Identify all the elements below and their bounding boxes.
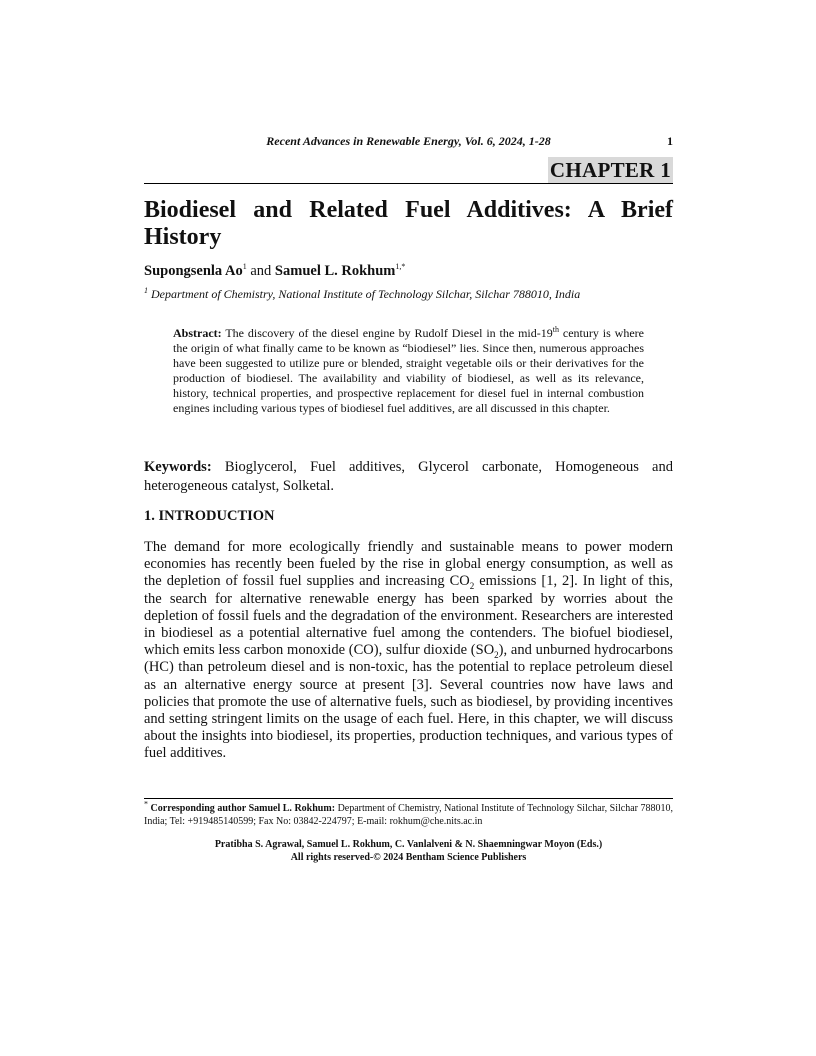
affiliation-marker: 1 xyxy=(144,286,148,295)
paragraph-text-1: The demand for more ecologically friendly and sustainable means to power modern economies has recently been fueled by the rise in global energy consumption, as well as the depletion of fossil fuel supplies and increasing CO xyxy=(144,539,673,590)
abstract xyxy=(173,326,644,416)
author-1: Supongsenla Ao xyxy=(144,263,243,279)
footnote-marker: * xyxy=(144,799,148,809)
chapter-label: CHAPTER 1 xyxy=(549,158,671,182)
chapter-title: Biodiesel and Related Fuel Additives: A Brief History xyxy=(144,197,673,250)
running-head: Recent Advances in Renewable Energy, Vol. 6, 2024, 1-28 xyxy=(266,134,551,148)
section-heading: 1. INTRODUCTION xyxy=(144,508,275,524)
document-page xyxy=(144,0,673,1056)
rights-line: All rights reserved-© 2024 Bentham Science Publishers xyxy=(290,852,527,863)
abstract-text-2: century is where the origin of what finally came to be known as “biodiesel” lies. Since then, numerous approaches have been suggested to utilize pure or blended, straight vegetable oils or their derivatives for the production of biodiesel. The availability and viability of biodiesel, as well as its relevance, history, technical properties, and prospective replacement for diesel fuel in internal combustion engines including various types of biodiesel fuel additives, are all discussed in this chapter. xyxy=(173,326,644,415)
abstract-label: Abstract: xyxy=(173,326,222,340)
author-2-affiliation-mark: 1,* xyxy=(395,262,406,272)
paragraph-text-2: emissions [1, 2]. In light of this, the search for alternative renewable energy has been sparked by worries about the depletion of fossil fuels and the degradation of the environment. Researchers are interested in biodiesel as a potential alternative fuel among the contenders. The biofuel biodiesel, which emits less carbon monoxide (CO), sulfur dioxide (SO xyxy=(144,573,673,659)
abstract-superscript: th xyxy=(552,325,559,334)
editors-line: Pratibha S. Agrawal, Samuel L. Rokhum, C. Vanlalveni & N. Shaemningwar Moyon (Eds.) xyxy=(214,839,603,850)
footnote-divider xyxy=(144,798,673,799)
keywords-label: Keywords: xyxy=(144,459,212,475)
so2-subscript: 2 xyxy=(494,650,499,661)
header-divider xyxy=(144,183,673,184)
co2-subscript: 2 xyxy=(469,581,475,592)
author-1-affiliation-mark: 1 xyxy=(242,262,247,272)
footnote xyxy=(144,799,674,828)
author-line xyxy=(144,262,673,280)
keywords-text: Bioglycerol, Fuel additives, Glycerol carbonate, Homogeneous and heterogeneous catalyst, Solketal. xyxy=(144,459,673,494)
introduction-paragraph xyxy=(144,539,673,763)
author-conjunction: and xyxy=(250,263,272,279)
page-number: 1 xyxy=(667,134,673,148)
affiliation xyxy=(144,286,673,302)
abstract-text-1: The discovery of the diesel engine by Rudolf Diesel in the mid-19 xyxy=(225,326,553,340)
footnote-text: Department of Chemistry, National Institute of Technology Silchar, Silchar 788010, India; Tel: +919485140599; Fax No: 03842-224797; E-mail: rokhum@che.nits.ac.in xyxy=(144,803,674,827)
publisher-info xyxy=(144,838,673,864)
journal-details: 2024, 1-28 xyxy=(498,134,551,148)
keywords xyxy=(144,458,673,496)
author-2: Samuel L. Rokhum xyxy=(274,263,396,279)
journal-name: Recent Advances in Renewable Energy, Vol. 6 xyxy=(266,134,493,148)
footnote-label: Corresponding author Samuel L. Rokhum: xyxy=(150,803,336,814)
affiliation-text: Department of Chemistry, National Institute of Technology Silchar, Silchar 788010, India xyxy=(151,287,581,301)
paragraph-text-3: ), and unburned hydrocarbons (HC) than petroleum diesel and is non-toxic, has the potential to replace petroleum diesel as an alternative energy source at present [3]. Several countries now have laws and policies that promote the use of alternative fuels, such as biodiesel, by providing incentives and setting stringent limits on the usage of each fuel. Here, in this chapter, we will discuss about the insights into biodiesel, its properties, production techniques, and various types of fuel additives. xyxy=(144,642,674,762)
